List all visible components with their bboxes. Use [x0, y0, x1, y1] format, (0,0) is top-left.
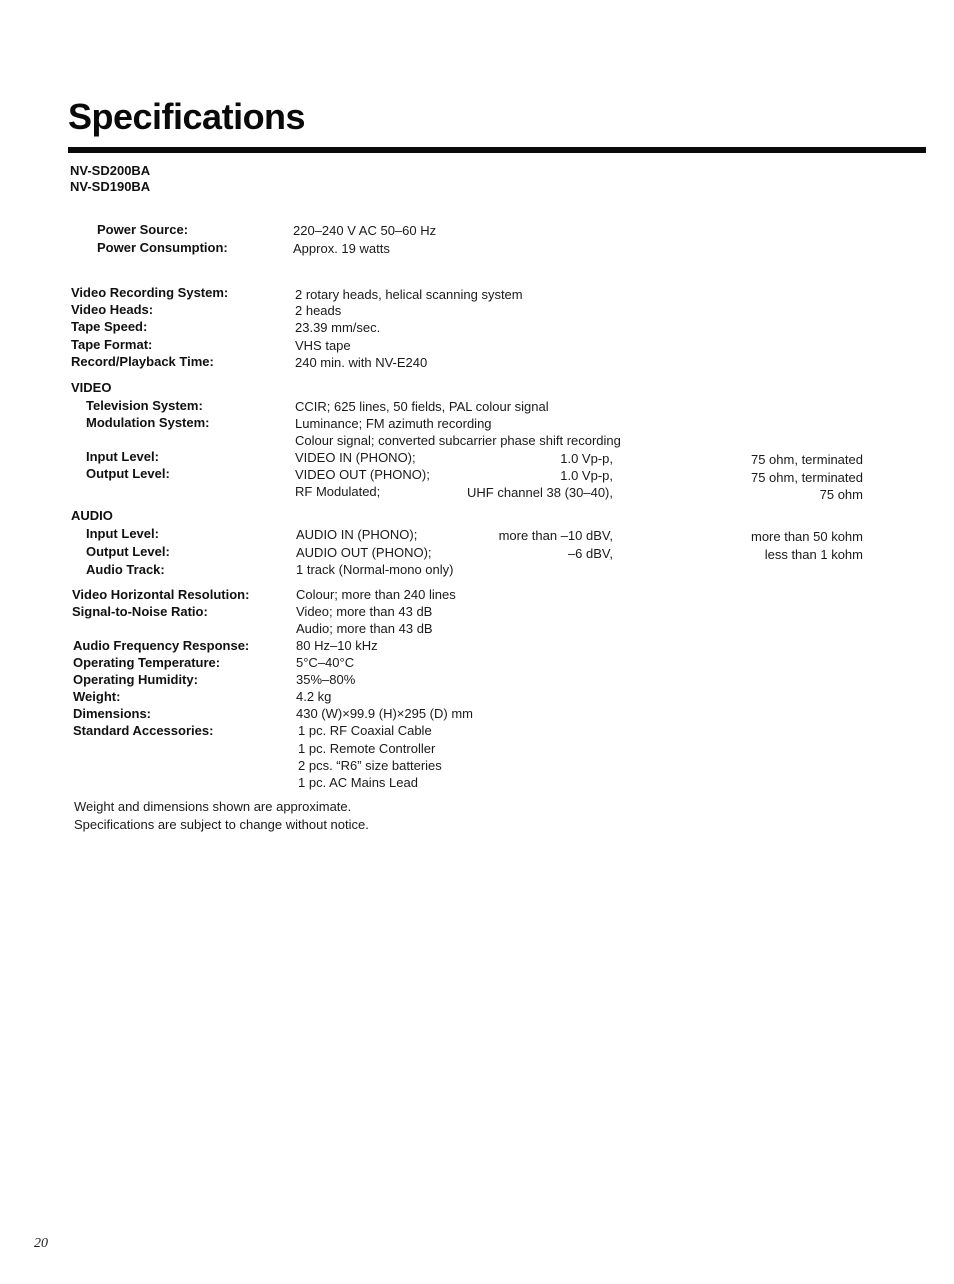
spec-label: Modulation System: — [86, 415, 210, 430]
accessory-item: 1 pc. Remote Controller — [298, 741, 436, 756]
spec-label: Television System: — [86, 398, 203, 413]
spec-value: VIDEO OUT (PHONO); — [295, 467, 430, 482]
spec-value: Audio; more than 43 dB — [296, 621, 433, 636]
spec-label: Input Level: — [86, 526, 159, 541]
spec-value: Approx. 19 watts — [293, 241, 390, 256]
spec-value: CCIR; 625 lines, 50 fields, PAL colour signal — [295, 399, 549, 414]
spec-value: VIDEO IN (PHONO); — [295, 450, 416, 465]
spec-value: 2 rotary heads, helical scanning system — [295, 287, 523, 302]
spec-level: 1.0 Vp-p, — [560, 468, 613, 483]
spec-value: 80 Hz–10 kHz — [296, 638, 378, 653]
model-number: NV-SD200BA — [70, 163, 151, 178]
title-rule — [68, 147, 926, 153]
spec-value: Luminance; FM azimuth recording — [295, 416, 492, 431]
spec-label: Power Consumption: — [97, 240, 228, 255]
spec-level: UHF channel 38 (30–40), — [467, 485, 613, 500]
spec-label: Operating Humidity: — [73, 672, 198, 687]
spec-label: Standard Accessories: — [73, 723, 214, 738]
spec-value: 220–240 V AC 50–60 Hz — [293, 223, 437, 238]
spec-value: 5°C–40°C — [296, 655, 355, 670]
footnote: Weight and dimensions shown are approximate. — [74, 799, 352, 814]
model-number: NV-SD190BA — [70, 179, 151, 194]
spec-label: Video Heads: — [71, 302, 154, 317]
spec-value: 240 min. with NV-E240 — [295, 355, 428, 370]
section-heading-audio: AUDIO — [71, 508, 113, 523]
spec-label: Video Horizontal Resolution: — [72, 587, 250, 602]
spec-label: Output Level: — [86, 466, 170, 481]
spec-label: Operating Temperature: — [73, 655, 221, 670]
spec-value: 2 heads — [295, 303, 342, 318]
accessory-item: 1 pc. RF Coaxial Cable — [298, 723, 432, 738]
spec-label: Dimensions: — [73, 706, 152, 721]
spec-value: 1 track (Normal-mono only) — [296, 562, 454, 577]
spec-value: Colour signal; converted subcarrier phase shift recording — [295, 433, 621, 448]
spec-value: 35%–80% — [296, 672, 356, 687]
spec-label: Tape Format: — [71, 337, 153, 352]
spec-label: Weight: — [73, 689, 121, 704]
spec-value: AUDIO IN (PHONO); — [296, 527, 418, 542]
page-title: Specifications — [68, 96, 306, 137]
spec-value: 23.39 mm/sec. — [295, 320, 381, 335]
spec-value: Video; more than 43 dB — [296, 604, 433, 619]
spec-value: VHS tape — [295, 338, 351, 353]
spec-value: 430 (W)×99.9 (H)×295 (D) mm — [296, 706, 473, 721]
spec-label: Power Source: — [97, 222, 189, 237]
accessory-item: 1 pc. AC Mains Lead — [298, 775, 418, 790]
spec-label: Tape Speed: — [71, 319, 148, 334]
spec-level: more than –10 dBV, — [498, 528, 613, 543]
accessory-item: 2 pcs. “R6” size batteries — [298, 758, 442, 773]
spec-impedance: 75 ohm, terminated — [750, 470, 863, 485]
spec-label: Input Level: — [86, 449, 159, 464]
spec-impedance: 75 ohm — [819, 487, 863, 502]
spec-label: Video Recording System: — [71, 285, 229, 300]
spec-value: RF Modulated; — [295, 484, 381, 499]
spec-value: Colour; more than 240 lines — [296, 587, 456, 602]
spec-level: 1.0 Vp-p, — [560, 451, 613, 466]
spec-label: Output Level: — [86, 544, 170, 559]
spec-label: Audio Track: — [86, 562, 165, 577]
spec-impedance: less than 1 kohm — [764, 547, 863, 562]
spec-value: AUDIO OUT (PHONO); — [296, 545, 432, 560]
spec-label: Signal-to-Noise Ratio: — [72, 604, 208, 619]
page-number: 20 — [34, 1236, 48, 1251]
spec-label: Audio Frequency Response: — [73, 638, 250, 653]
spec-impedance: more than 50 kohm — [750, 529, 863, 544]
spec-label: Record/Playback Time: — [71, 354, 214, 369]
footnote: Specifications are subject to change without notice. — [74, 817, 369, 832]
spec-impedance: 75 ohm, terminated — [750, 452, 863, 467]
spec-level: –6 dBV, — [567, 546, 613, 561]
section-heading-video: VIDEO — [71, 380, 112, 395]
spec-value: 4.2 kg — [296, 689, 332, 704]
